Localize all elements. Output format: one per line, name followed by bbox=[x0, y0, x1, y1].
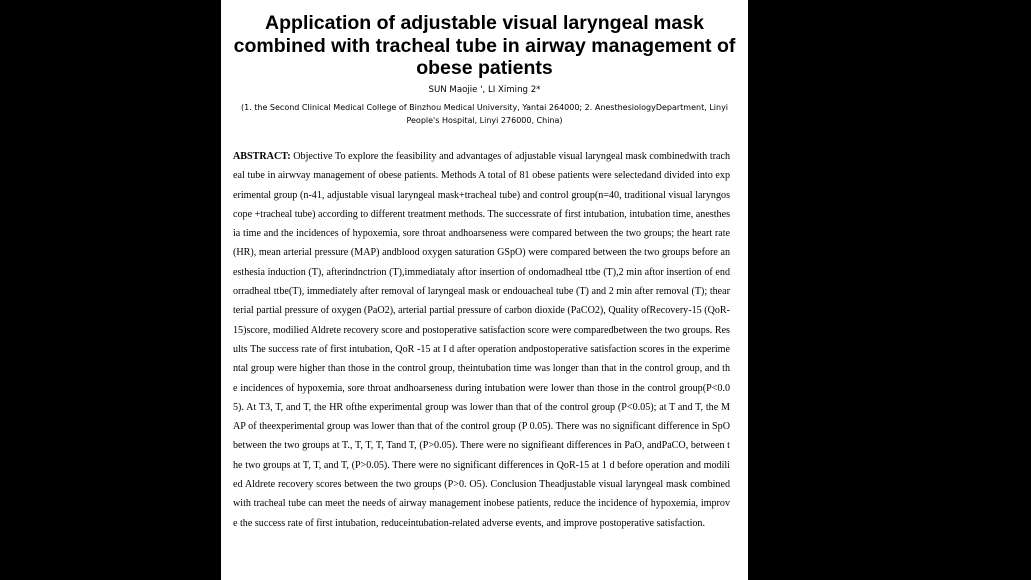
affiliation: (1. the Second Clinical Medical College of Binzhou Medical University, Yantai 264000; 2. AnesthesiologyDepartment, Linyi People's Hospital, Linyi 276000, China) bbox=[240, 103, 729, 125]
paper-title: Application of adjustable visual laryngeal mask combined with tracheal tube in airway management of obese patients bbox=[233, 12, 736, 79]
abstract-label: ABSTRACT: bbox=[233, 151, 291, 162]
abstract bbox=[233, 147, 730, 533]
paper-page bbox=[221, 0, 748, 580]
abstract-text: Objective To explore the feasibility and advantages of adjustable visual laryngeal mask combinedwith tracheal tube in airwvay management of obese patients. Methods A total of 81 obese patients were selectedand divided into experimental group (n-41, adjustable visual laryngeal mask+tracheal tube) and control group(n=40, traditional visual laryngoscope +tracheal tube) according to different treatment methods. The successrate of first intubation, intubation time, anesthesia time and the incidences of hypoxemia, sore throat andhoarseness were compared between the two groups; the heart rate (HR), mean arterial pressure (MAP) andblood oxygen saturation GSpO) were compared between the two groups before anesthesia induction (T), afterindnctrion (T),immediataly aftor insertion of ondomadheal ttbe (T),2 min aftor insertion of endorradheal ttbe(T), immediately after removal of laryngeal mask or endouacheal tube (T) and 2 min after removal (T); thearterial partial pressure of oxygen (PaO2), arterial partial pressure of carbon dioxide (PaCO2), Quality ofRecovery-15 (QoR-15)score, modilied Aldrete recovery score and postoperative satisfaction score were comparedbetween the two groups. Results The success rate of first intubation, QoR -15 at I d after operation andpostoperative satisfaction scores in the experimental group were higher than those in the control group, theintubation time was longer than that in the control group, and the incidences of hypoxemia, sore throat andhoarseness during intubation were lower than those in the control group(P<0.05). At T3, T, and T, the HR ofthe experimental group was lower than that of the control group (P<0.05); at T and T, the MAP of theexperimental group was lower than that of the control group (P 0.05). There was no significant difference in SpObetween the two groups at T., T, T, T, Tand T, (P>0.05). There were no signifieant differences in PaO, andPaCO, between the two groups at T, T, and T, (P>0.05). There were no significant differences in QoR-15 at 1 d before operation and modilied Aldrete recovery scores between the two groups (P>0. O5). Conclusion Theadjustable visual laryngeal mask combined with tracheal tube can meet the needs of airway management inobese patients, reduce the incidence of hypoxemia, improve the success rate of first intubation, reduceintubation-related adverse events, and improve postoperative satisfaction. bbox=[233, 151, 730, 529]
author-list: SUN Maojie ', LI Ximing 2* bbox=[428, 85, 541, 95]
